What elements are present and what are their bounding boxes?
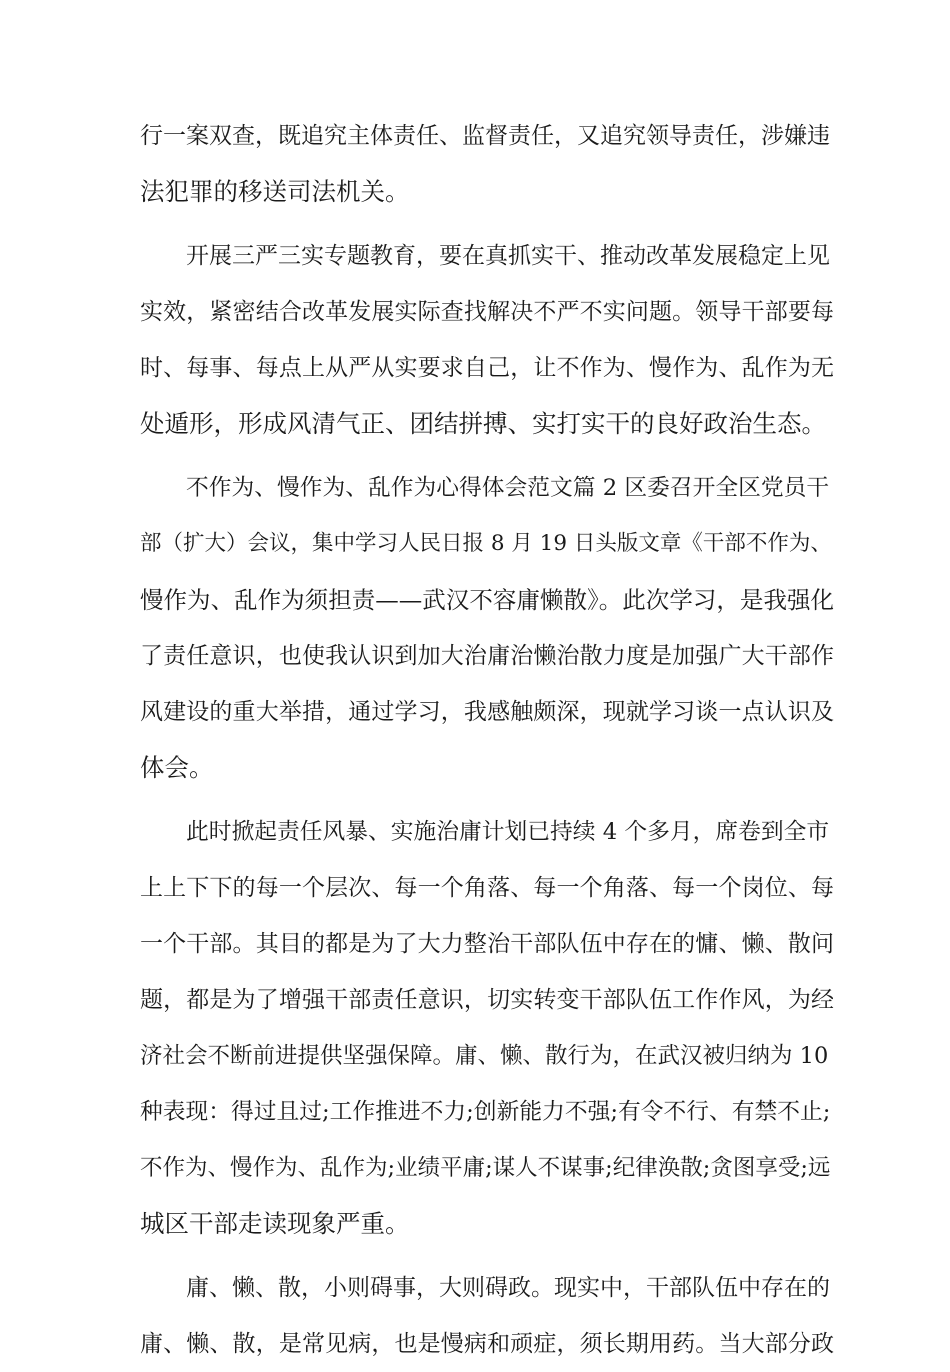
text-line: 不作为、慢作为、乱作为;业绩平庸;谋人不谋事;纪律涣散;贪图享受;远 (140, 1155, 831, 1181)
text-line: 了责任意识，也使我认识到加大治庸治懒治散力度是加强广大干部作 (140, 643, 834, 669)
text-line: 慢作为、乱作为须担责——武汉不容庸懒散》。此次学习，是我强化 (140, 586, 834, 614)
text-line: 体会。 (140, 753, 214, 782)
text-line: 上上下下的每一个层次、每一个角落、每一个角落、每一个岗位、每 (140, 875, 834, 901)
text-line: 此时掀起责任风暴、实施治庸计划已持续 4 个多月，席卷到全市 (186, 819, 830, 845)
document-body (140, 108, 834, 1372)
text-line: 法犯罪的移送司法机关。 (140, 177, 410, 206)
text-line: 题，都是为了增强干部责任意识，切实转变干部队伍工作作风，为经 (140, 987, 834, 1013)
text-line: 城区干部走读现象严重。 (140, 1209, 410, 1238)
text-line: 庸、懒、散，小则碍事，大则碍政。现实中，干部队伍中存在的 (186, 1275, 830, 1301)
text-line: 风建设的重大举措，通过学习，我感触颇深，现就学习谈一点认识及 (140, 699, 834, 725)
text-line: 开展三严三实专题教育，要在真抓实干、推动改革发展稳定上见 (186, 243, 830, 269)
text-line: 实效，紧密结合改革发展实际查找解决不严不实问题。领导干部要每 (140, 299, 834, 325)
text-line: 时、每事、每点上从严从实要求自己，让不作为、慢作为、乱作为无 (140, 355, 834, 381)
text-line: 行一案双查，既追究主体责任、监督责任，又追究领导责任，涉嫌违 (140, 123, 830, 149)
text-line: 部（扩大）会议，集中学习人民日报 8 月 19 日头版文章《干部不作为、 (140, 531, 832, 556)
text-line: 一个干部。其目的都是为了大力整治干部队伍中存在的慵、懒、散问 (140, 931, 834, 957)
text-line: 处遁形，形成风清气正、团结拼搏、实打实干的良好政治生态。 (140, 409, 826, 438)
text-line: 不作为、慢作为、乱作为心得体会范文篇 2 区委召开全区党员干 (186, 475, 830, 501)
text-line: 庸、懒、散，是常见病，也是慢病和顽症，须长期用药。当大部分政 (140, 1331, 834, 1357)
text-line: 济社会不断前进提供坚强保障。庸、懒、散行为，在武汉被归纳为 10 (140, 1043, 829, 1069)
text-line: 种表现：得过且过;工作推进不力;创新能力不强;有令不行、有禁不止; (140, 1099, 831, 1125)
